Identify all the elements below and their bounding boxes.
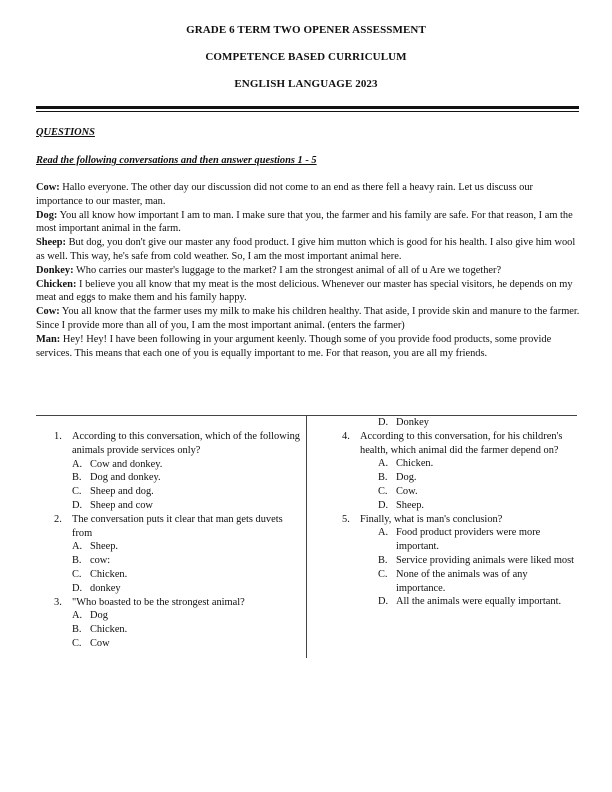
- conversation-line: [36, 305, 582, 333]
- option-letter: C.: [378, 485, 388, 497]
- conversation-line: [36, 181, 582, 209]
- conversation-line: [36, 333, 582, 361]
- conversation-line: [36, 209, 582, 237]
- conversation-line: [36, 236, 582, 264]
- option-list: [36, 458, 302, 513]
- question-number: 3.: [54, 596, 62, 608]
- question-text: The conversation puts it clear that man gets duvets from: [72, 513, 283, 539]
- option-item: [36, 458, 302, 472]
- option-letter: D.: [378, 499, 389, 511]
- option-letter: C.: [72, 637, 82, 649]
- option-text: Chicken.: [90, 624, 128, 636]
- option-text: cow:: [90, 555, 111, 567]
- option-text: None of the animals was of any importance.: [396, 568, 528, 594]
- speaker-name: Sheep:: [36, 237, 67, 249]
- option-letter: D.: [378, 417, 389, 428]
- option-text: Dog and donkey.: [90, 472, 161, 484]
- speaker-text: Who carries our master's luggage to the market? I am the strongest animal of all of u Are we together?: [73, 264, 502, 276]
- conversation-passage: [36, 181, 582, 360]
- option-item: [310, 499, 578, 513]
- speaker-name: Cow:: [36, 182, 60, 193]
- option-text: Sheep and dog.: [90, 486, 154, 498]
- option-text: Sheep.: [90, 541, 118, 553]
- question-number: 2.: [54, 513, 62, 525]
- questions-column-divider: [306, 415, 307, 658]
- question-item: [310, 430, 578, 458]
- speaker-text: Hey! Hey! I have been following in your argument keenly. Though some of you provide food products, some provide services. This means that each one of you is equally important to me. For that reason, you are all my friends.: [36, 333, 552, 359]
- header-rule-thin: [36, 111, 579, 112]
- option-item: [310, 457, 578, 471]
- speaker-name: Dog:: [36, 209, 58, 221]
- option-text: Dog.: [396, 472, 417, 484]
- option-letter: C.: [72, 568, 82, 580]
- option-letter: C.: [378, 568, 388, 580]
- option-letter: B.: [72, 555, 82, 567]
- option-letter: A.: [72, 458, 83, 470]
- option-item: [36, 471, 302, 485]
- question-item: [36, 596, 302, 610]
- option-letter: B.: [72, 472, 82, 484]
- q3-continued-options: [310, 416, 578, 430]
- header-rule-thick: [36, 106, 579, 109]
- option-text: Sheep.: [396, 499, 424, 511]
- option-letter: D.: [72, 582, 83, 594]
- header-subject: ENGLISH LANGUAGE 2023: [234, 78, 378, 90]
- option-item: [36, 485, 302, 499]
- option-item: [310, 526, 578, 554]
- option-text: Cow: [90, 637, 110, 649]
- option-item: [36, 623, 302, 637]
- option-letter: A.: [378, 527, 389, 539]
- option-item: [310, 471, 578, 485]
- option-item: [36, 568, 302, 582]
- option-letter: A.: [378, 458, 389, 470]
- option-list: [36, 540, 302, 595]
- speaker-name: Chicken:: [36, 278, 77, 290]
- option-text: All the animals were equally important.: [396, 596, 562, 608]
- question-number: 4.: [342, 430, 350, 442]
- question-item: [310, 513, 578, 527]
- question-number: 5.: [342, 513, 350, 525]
- option-text: Cow.: [396, 485, 418, 497]
- option-item: [36, 540, 302, 554]
- option-list: [310, 526, 578, 609]
- speaker-text: I believe you all know that my meat is the most delicious. Whenever our master has special visitors, he depends on my meat and eggs to make them and his family happy.: [36, 278, 573, 304]
- option-list: [36, 609, 302, 650]
- question-item: [36, 513, 302, 541]
- conversation-line: [36, 264, 582, 278]
- option-item: [36, 637, 302, 651]
- question-text: "Who boasted to be the strongest animal?: [72, 596, 245, 608]
- option-item: [36, 582, 302, 596]
- question-text: Finally, what is man's conclusion?: [360, 513, 503, 525]
- option-letter: C.: [72, 486, 82, 498]
- speaker-text: Hallo everyone. The other day our discussion did not come to an end as there fell a heavy rain. Let us discuss our importance to our master, man.: [36, 182, 533, 207]
- option-item: [310, 568, 578, 596]
- speaker-text: You all know that the farmer uses my milk to make his children healthy. That aside, I provide skin and manure to the farmer. Since I provide more than all of you, I am the most important animal. (enters the farmer): [36, 306, 580, 331]
- option-text: Chicken.: [90, 568, 128, 580]
- conversation-line: [36, 278, 582, 306]
- option-letter: D.: [72, 499, 83, 511]
- question-text: According to this conversation, for his children's health, which animal did the farmer depend on?: [360, 430, 563, 456]
- question-number: 1.: [54, 431, 62, 442]
- questions-right-column: [310, 416, 578, 609]
- header-title: GRADE 6 TERM TWO OPENER ASSESSMENT: [186, 24, 426, 36]
- speaker-text: You all know how important I am to man. I make sure that you, the farmer and his family are safe. For that reason, I am the most important animal in the farm.: [36, 209, 573, 235]
- option-item: [36, 609, 302, 623]
- option-text: Chicken.: [396, 458, 434, 470]
- option-text: Food product providers were more important.: [396, 527, 541, 553]
- question-text: According to this conversation, which of the following animals provide services only?: [72, 431, 300, 456]
- option-letter: B.: [378, 472, 388, 484]
- option-text: Cow and donkey.: [90, 458, 163, 470]
- option-item: [310, 595, 578, 609]
- speaker-name: Man:: [36, 333, 61, 345]
- option-text: Dog: [90, 610, 108, 622]
- option-text: Donkey: [396, 417, 429, 428]
- option-letter: D.: [378, 596, 389, 608]
- speaker-name: Cow:: [36, 306, 60, 318]
- option-text: donkey: [90, 582, 121, 594]
- questions-left-column: [36, 430, 302, 651]
- question-item: [36, 430, 302, 458]
- option-item: [36, 554, 302, 568]
- option-letter: A.: [72, 610, 83, 622]
- section-title: QUESTIONS: [36, 127, 95, 138]
- speaker-name: Donkey:: [36, 264, 74, 276]
- option-list: [310, 457, 578, 512]
- option-letter: A.: [72, 541, 83, 553]
- option-item: [310, 554, 578, 568]
- option-letter: B.: [72, 624, 82, 636]
- option-item: [310, 485, 578, 499]
- option-text: Sheep and cow: [90, 499, 153, 511]
- header-curriculum: COMPETENCE BASED CURRICULUM: [205, 51, 407, 63]
- option-text: Service providing animals were liked most: [396, 554, 575, 566]
- option-letter: B.: [378, 554, 388, 566]
- option-item: [36, 499, 302, 513]
- speaker-text: But dog, you don't give our master any food product. I give him mutton which is good for his health. I also give him wool as well. This way, he's safe from cold weather. So, I am the most important animal here.: [36, 237, 576, 262]
- section-instruction: Read the following conversations and then answer questions 1 - 5: [36, 155, 317, 166]
- option-item: [310, 416, 578, 430]
